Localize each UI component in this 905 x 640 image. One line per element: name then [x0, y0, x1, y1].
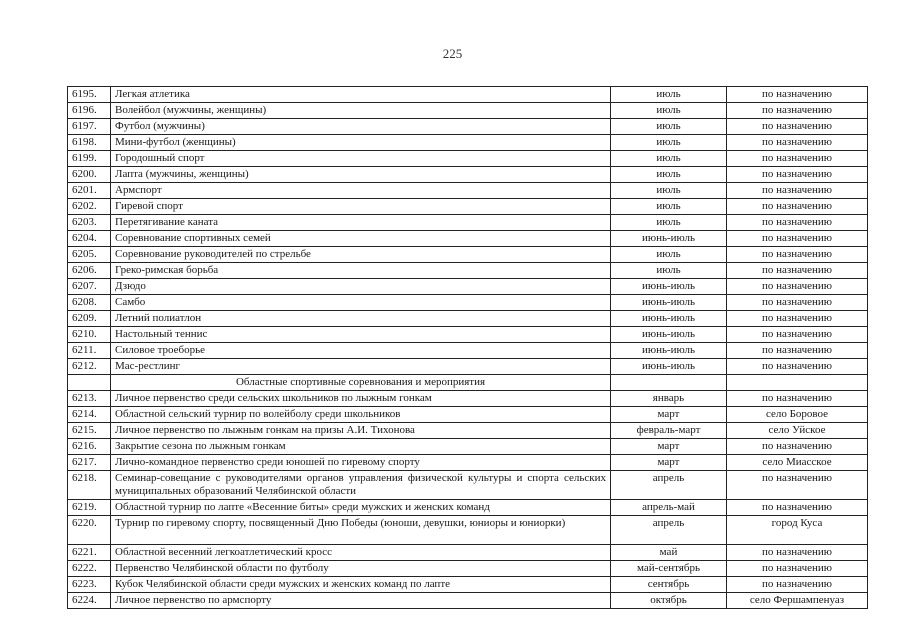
event-name: Силовое троеборье: [111, 343, 611, 359]
row-number: 6195.: [68, 87, 111, 103]
event-date: сентябрь: [611, 577, 727, 593]
table-row: [68, 471, 868, 500]
event-name: Летний полиатлон: [111, 311, 611, 327]
table-row: [68, 455, 868, 471]
row-number: 6208.: [68, 295, 111, 311]
row-number: 6198.: [68, 135, 111, 151]
event-name: Областной турнир по лапте «Весенние биты» среди мужских и женских команд: [111, 500, 611, 516]
event-date: июль: [611, 247, 727, 263]
event-date: май: [611, 545, 727, 561]
row-number: 6224.: [68, 593, 111, 609]
event-date: март: [611, 407, 727, 423]
event-place: город Куса: [727, 516, 868, 545]
row-number: 6200.: [68, 167, 111, 183]
event-place: по назначению: [727, 295, 868, 311]
table-row: [68, 327, 868, 343]
row-number: 6196.: [68, 103, 111, 119]
event-name: Настольный теннис: [111, 327, 611, 343]
event-name: Личное первенство по армспорту: [111, 593, 611, 609]
event-name: Дзюдо: [111, 279, 611, 295]
event-name: Армспорт: [111, 183, 611, 199]
table-row: [68, 183, 868, 199]
event-place: по назначению: [727, 359, 868, 375]
event-name: Греко-римская борьба: [111, 263, 611, 279]
event-date: июнь-июль: [611, 327, 727, 343]
event-name: Кубок Челябинской области среди мужских и женских команд по лапте: [111, 577, 611, 593]
table-row: [68, 311, 868, 327]
event-place: по назначению: [727, 327, 868, 343]
row-number: 6199.: [68, 151, 111, 167]
row-number: 6212.: [68, 359, 111, 375]
event-place: по назначению: [727, 103, 868, 119]
event-place: по назначению: [727, 119, 868, 135]
row-number: 6209.: [68, 311, 111, 327]
event-place: по назначению: [727, 263, 868, 279]
event-name: Гиревой спорт: [111, 199, 611, 215]
row-number: 6220.: [68, 516, 111, 545]
event-date: июль: [611, 183, 727, 199]
table-row: [68, 593, 868, 609]
event-place: [727, 375, 868, 391]
row-number: 6205.: [68, 247, 111, 263]
event-date: март: [611, 455, 727, 471]
row-number: 6201.: [68, 183, 111, 199]
event-name: Самбо: [111, 295, 611, 311]
event-name: Личное первенство по лыжным гонкам на призы А.И. Тихонова: [111, 423, 611, 439]
row-number: 6204.: [68, 231, 111, 247]
row-number: 6221.: [68, 545, 111, 561]
event-name: Мас-рестлинг: [111, 359, 611, 375]
table-body: [68, 87, 868, 609]
event-place: село Фершампенуаз: [727, 593, 868, 609]
table-row: [68, 359, 868, 375]
event-date: июль: [611, 263, 727, 279]
event-place: по назначению: [727, 545, 868, 561]
event-place: по назначению: [727, 471, 868, 500]
event-date: июль: [611, 87, 727, 103]
event-date: июнь-июль: [611, 295, 727, 311]
table-row: [68, 561, 868, 577]
table-row: [68, 545, 868, 561]
event-date: июль: [611, 199, 727, 215]
event-place: по назначению: [727, 199, 868, 215]
event-name: Областные спортивные соревнования и мероприятия: [111, 375, 611, 391]
event-date: апрель-май: [611, 500, 727, 516]
table-row: [68, 423, 868, 439]
table-row: [68, 119, 868, 135]
event-name: Легкая атлетика: [111, 87, 611, 103]
row-number: 6217.: [68, 455, 111, 471]
row-number: 6215.: [68, 423, 111, 439]
event-place: село Боровое: [727, 407, 868, 423]
event-date: март: [611, 439, 727, 455]
row-number: [68, 375, 111, 391]
row-number: 6207.: [68, 279, 111, 295]
row-number: 6213.: [68, 391, 111, 407]
table-row: [68, 407, 868, 423]
event-place: по назначению: [727, 577, 868, 593]
event-name: Первенство Челябинской области по футболу: [111, 561, 611, 577]
event-name: Соревнование спортивных семей: [111, 231, 611, 247]
event-date: июнь-июль: [611, 231, 727, 247]
table-row: [68, 295, 868, 311]
event-place: село Миасское: [727, 455, 868, 471]
event-name: Турнир по гиревому спорту, посвященный Дню Победы (юноши, девушки, юниоры и юниорки): [111, 516, 611, 545]
row-number: 6223.: [68, 577, 111, 593]
event-place: по назначению: [727, 87, 868, 103]
table-row: [68, 577, 868, 593]
event-date: июль: [611, 215, 727, 231]
event-place: по назначению: [727, 183, 868, 199]
table-row: [68, 167, 868, 183]
event-name: Футбол (мужчины): [111, 119, 611, 135]
table-row: [68, 199, 868, 215]
event-place: по назначению: [727, 135, 868, 151]
table-row: [68, 247, 868, 263]
row-number: 6202.: [68, 199, 111, 215]
event-date: июнь-июль: [611, 279, 727, 295]
event-place: по назначению: [727, 311, 868, 327]
events-table: [67, 86, 868, 609]
event-date: май-сентябрь: [611, 561, 727, 577]
event-date: июнь-июль: [611, 311, 727, 327]
event-name: Личное первенство среди сельских школьников по лыжным гонкам: [111, 391, 611, 407]
event-name: Мини-футбол (женщины): [111, 135, 611, 151]
event-name: Закрытие сезона по лыжным гонкам: [111, 439, 611, 455]
event-date: февраль-март: [611, 423, 727, 439]
event-name: Перетягивание каната: [111, 215, 611, 231]
event-name: Областной весенний легкоатлетический кросс: [111, 545, 611, 561]
row-number: 6210.: [68, 327, 111, 343]
table-row: [68, 263, 868, 279]
event-name: Волейбол (мужчины, женщины): [111, 103, 611, 119]
event-name: Соревнование руководителей по стрельбе: [111, 247, 611, 263]
event-date: апрель: [611, 471, 727, 500]
event-place: село Уйское: [727, 423, 868, 439]
event-date: апрель: [611, 516, 727, 545]
table-row: [68, 231, 868, 247]
event-date: июль: [611, 167, 727, 183]
table-row: [68, 279, 868, 295]
table-row: [68, 87, 868, 103]
table-row: [68, 215, 868, 231]
event-name: Областной сельский турнир по волейболу среди школьников: [111, 407, 611, 423]
table-row: [68, 343, 868, 359]
row-number: 6211.: [68, 343, 111, 359]
row-number: 6197.: [68, 119, 111, 135]
event-place: по назначению: [727, 151, 868, 167]
event-place: по назначению: [727, 391, 868, 407]
event-name: Семинар-совещание с руководителями органов управления физической культуры и спорта сельских муниципальных образований Челябинской области: [111, 471, 611, 500]
event-date: октябрь: [611, 593, 727, 609]
event-place: по назначению: [727, 439, 868, 455]
table-row: [68, 391, 868, 407]
event-place: по назначению: [727, 247, 868, 263]
table-row: [68, 500, 868, 516]
row-number: 6203.: [68, 215, 111, 231]
row-number: 6216.: [68, 439, 111, 455]
table-row: [68, 516, 868, 545]
table-row: [68, 135, 868, 151]
row-number: 6219.: [68, 500, 111, 516]
event-place: по назначению: [727, 561, 868, 577]
event-place: по назначению: [727, 343, 868, 359]
event-place: по назначению: [727, 279, 868, 295]
row-number: 6222.: [68, 561, 111, 577]
event-place: по назначению: [727, 215, 868, 231]
event-date: июль: [611, 135, 727, 151]
event-name: Городошный спорт: [111, 151, 611, 167]
event-date: июль: [611, 103, 727, 119]
event-name: Лично-командное первенство среди юношей по гиревому спорту: [111, 455, 611, 471]
row-number: 6206.: [68, 263, 111, 279]
event-date: [611, 375, 727, 391]
event-place: по назначению: [727, 500, 868, 516]
page-number: 225: [442, 46, 463, 61]
row-number: 6218.: [68, 471, 111, 500]
event-place: по назначению: [727, 167, 868, 183]
event-date: июль: [611, 119, 727, 135]
section-header-row: [68, 375, 868, 391]
table-row: [68, 103, 868, 119]
row-number: 6214.: [68, 407, 111, 423]
table-row: [68, 151, 868, 167]
event-date: январь: [611, 391, 727, 407]
table-row: [68, 439, 868, 455]
event-place: по назначению: [727, 231, 868, 247]
event-name: Лапта (мужчины, женщины): [111, 167, 611, 183]
event-date: июль: [611, 151, 727, 167]
event-date: июнь-июль: [611, 359, 727, 375]
event-date: июнь-июль: [611, 343, 727, 359]
